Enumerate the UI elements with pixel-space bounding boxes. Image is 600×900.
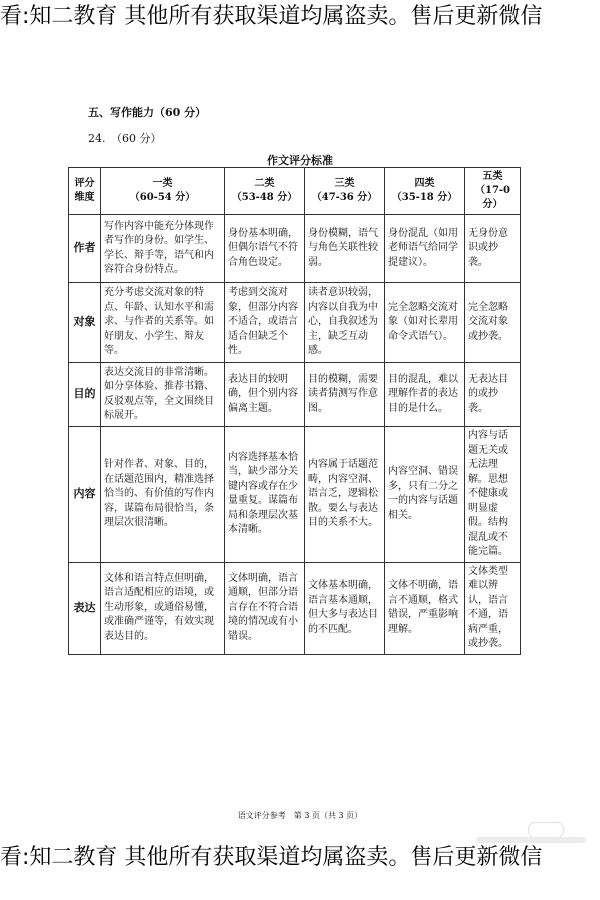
table-cell: 针对作者、对象、目的，在话题范围内，精准选择恰当的、有价值的写作内容，谋篇布局很恰当，条理层次很清晰。: [101, 427, 225, 563]
level-range: （60-54 分）: [129, 192, 196, 203]
question-number: 24. （60 分）: [88, 132, 162, 145]
table-cell: 表达交流目的非常清晰。如分享体验、推荐书籍、反驳观点等，全文围绕目标展开。: [101, 363, 225, 427]
table-cell: 文体明确，语言通顺，但部分语言存在不符合语境的情况或有小错误。: [225, 562, 305, 654]
header-level-2: [225, 168, 305, 215]
level-name: 三类: [334, 178, 355, 189]
header-level-4: [385, 168, 465, 215]
header-dim-line2: 维度: [74, 192, 95, 203]
table-cell: 读者意识较弱，内容以自我为中心，自我叙述为主，缺乏互动感。: [305, 283, 385, 363]
table-cell: 内容空洞、错误多，只有二分之一的内容与话题相关。: [385, 427, 465, 563]
watermark-banner-top: 看:知二教育 其他所有获取渠道均属盗卖。售后更新微信: [0, 4, 543, 29]
level-range: （17-0 分）: [474, 185, 511, 210]
header-level-3: [305, 168, 385, 215]
level-name: 四类: [414, 178, 435, 189]
level-name: 五类: [482, 171, 503, 182]
table-cell: 考虑到交流对象，但部分内容不适合，或语言适合但缺乏个性。: [225, 283, 305, 363]
table-row-content: [69, 427, 521, 563]
rubric-table: [68, 167, 521, 655]
dimension-cell: 表达: [69, 562, 101, 654]
table-header-row: [69, 168, 521, 215]
table-row-audience: [69, 283, 521, 363]
level-range: （47-36 分）: [311, 192, 378, 203]
dimension-cell: 目的: [69, 363, 101, 427]
table-cell: 无表达目的或抄袭。: [465, 363, 521, 427]
table-cell: 完全忽略交流对象或抄袭。: [465, 283, 521, 363]
table-cell: 身份混乱（如用老师语气给同学提建议）。: [385, 215, 465, 283]
table-cell: 内容选择基本恰当，缺少部分关键内容或存在少量重复。谋篇布局和条理层次基本清晰。: [225, 427, 305, 563]
table-row-expression: [69, 562, 521, 654]
level-name: 一类: [152, 178, 173, 189]
watermark-banner-bottom: 看:知二教育 其他所有获取渠道均属盗卖。售后更新微信: [0, 845, 543, 870]
table-title: 作文评分标准: [267, 154, 333, 167]
table-cell: 文体基本明确，语言基本通顺，但大多与表达目的不匹配。: [305, 562, 385, 654]
table-cell: 无身份意识或抄袭。: [465, 215, 521, 283]
table-row-author: [69, 215, 521, 283]
header-dim-line1: 评分: [74, 178, 95, 189]
table-cell: 充分考虑交流对象的特点、年龄、认知水平和需求、与作者的关系等。如好朋友、小学生、辩友等。: [101, 283, 225, 363]
table-cell: 目的模糊，需要读者猜测写作意图。: [305, 363, 385, 427]
header-level-5: [465, 168, 521, 215]
dimension-cell: 对象: [69, 283, 101, 363]
level-range: （53-48 分）: [231, 192, 298, 203]
table-row-purpose: [69, 363, 521, 427]
table-cell: 表达目的较明确，但个别内容偏离主题。: [225, 363, 305, 427]
section-title: 五、写作能力（60 分）: [88, 106, 207, 119]
level-range: （35-18 分）: [391, 192, 458, 203]
table-cell: 文体类型难以辨认，语言不通，语病严重，或抄袭。: [465, 562, 521, 654]
page-footer: 语文评分参考 第 3 页（共 3 页）: [237, 811, 363, 820]
dimension-cell: 内容: [69, 427, 101, 563]
faint-watermark-logo: [528, 822, 564, 838]
header-level-1: [101, 168, 225, 215]
table-cell: 身份模糊，语气与角色关联性较弱。: [305, 215, 385, 283]
table-cell: 完全忽略交流对象（如对长辈用命令式语气）。: [385, 283, 465, 363]
table-cell: 内容属于话题范畴，内容空洞、语言乏，逻辑松散。要么与表达目的关系不大。: [305, 427, 385, 563]
table-cell: 文体不明确，语言不通顺，格式错误，严重影响理解。: [385, 562, 465, 654]
level-name: 二类: [254, 178, 275, 189]
table-cell: 写作内容中能充分体现作者写作的身份。如学生、学长、辩手等，语气和内容符合身份特点。: [101, 215, 225, 283]
table-cell: 身份基本明确，但偶尔语气不符合角色设定。: [225, 215, 305, 283]
dimension-cell: 作者: [69, 215, 101, 283]
table-cell: 文体和语言特点但明确，语言适配相应的语境，或生动形象，或通俗易懂，或准确严谨等，有效实现表达目的。: [101, 562, 225, 654]
header-dimension: [69, 168, 101, 215]
table-cell: 内容与话题无关或无法理解。思想不健康或明显虚假。结构混乱或不能完篇。: [465, 427, 521, 563]
table-cell: 目的混乱，难以理解作者的表达目的是什么。: [385, 363, 465, 427]
